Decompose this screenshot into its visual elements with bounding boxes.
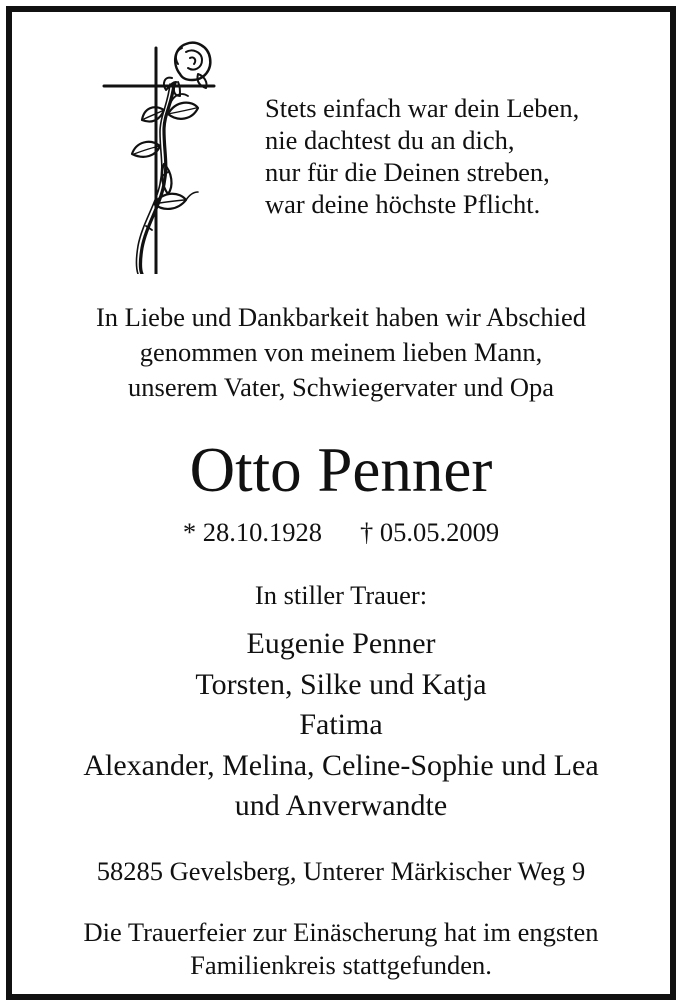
- intro-line: unserem Vater, Schwiegervater und Opa: [128, 372, 554, 402]
- mourner-name: Alexander, Melina, Celine-Sophie und Lea: [83, 748, 599, 782]
- mourner-name: und Anverwandte: [234, 789, 448, 822]
- mourner-name: Torsten, Silke und Katja: [195, 667, 487, 701]
- mourner-name: Fatima: [299, 708, 383, 741]
- mourning-label: In stiller Trauer:: [254, 580, 428, 610]
- poem-line: war deine höchste Pflicht.: [265, 189, 541, 219]
- mourner-name: Eugenie Penner: [246, 627, 436, 660]
- birth-date: * 28.10.1928: [182, 517, 322, 547]
- closing-note: [12, 916, 670, 982]
- mourners-list: [12, 624, 670, 827]
- intro-line: In Liebe und Dankbarkeit haben wir Abschied: [95, 302, 587, 332]
- death-date: † 05.05.2009: [360, 517, 500, 547]
- deceased-name: Otto Penner: [189, 435, 493, 505]
- closing-line: Familienkreis stattgefunden.: [190, 950, 492, 980]
- cross-with-rose-icon: [102, 34, 220, 274]
- closing-line: Die Trauerfeier zur Einäscherung hat im engsten: [83, 917, 599, 947]
- life-dates: [12, 515, 670, 549]
- farewell-intro: [12, 300, 670, 405]
- poem-line: Stets einfach war dein Leben,: [265, 93, 580, 123]
- poem-line: nie dachtest du an dich,: [265, 125, 515, 155]
- family-address: 58285 Gevelsberg, Unterer Märkischer Weg 9: [96, 856, 586, 886]
- poem-line: nur für die Deinen streben,: [265, 157, 550, 187]
- obituary-notice: [6, 6, 676, 1000]
- intro-line: genommen von meinem lieben Mann,: [139, 337, 543, 367]
- memorial-poem: [265, 92, 655, 220]
